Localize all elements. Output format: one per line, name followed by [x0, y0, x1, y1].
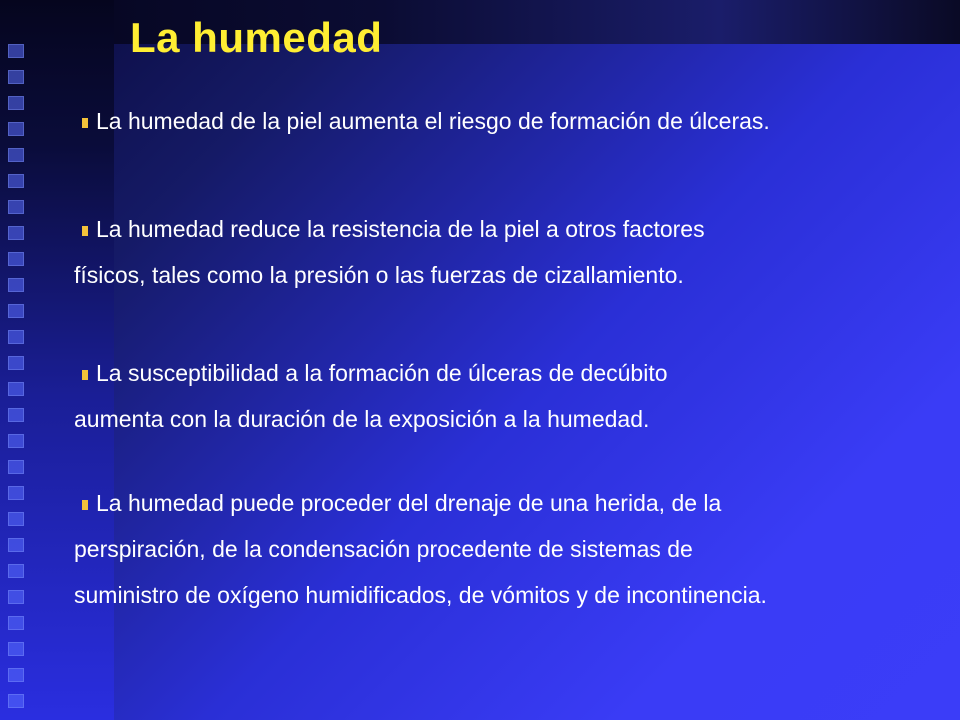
decor-square	[8, 44, 24, 58]
slide-title: La humedad	[130, 14, 383, 61]
decor-square	[8, 486, 24, 500]
bullet-text-line: La humedad puede proceder del drenaje de una herida, de la	[96, 490, 722, 516]
decor-square	[8, 96, 24, 110]
decor-square	[8, 512, 24, 526]
bullet-square-icon	[82, 370, 88, 380]
decor-square	[8, 304, 24, 318]
decor-square	[8, 330, 24, 344]
bullet-text-line: físicos, tales como la presión o las fuerzas de cizallamiento.	[74, 262, 684, 288]
decor-square	[8, 460, 24, 474]
decor-square	[8, 278, 24, 292]
bullet-text-line: aumenta con la duración de la exposición a la humedad.	[74, 406, 650, 432]
decor-square	[8, 226, 24, 240]
bullet-text-line: La susceptibilidad a la formación de úlceras de decúbito	[96, 360, 668, 386]
decor-square	[8, 70, 24, 84]
decor-square	[8, 252, 24, 266]
decor-square	[8, 564, 24, 578]
bullet-paragraph-4	[74, 480, 767, 618]
bullet-text-line: La humedad reduce la resistencia de la piel a otros factores	[96, 216, 705, 242]
decor-square	[8, 122, 24, 136]
decor-square	[8, 200, 24, 214]
bullet-paragraph-1	[74, 98, 770, 144]
decor-square	[8, 642, 24, 656]
bullet-text-line: perspiración, de la condensación procedente de sistemas de	[74, 536, 693, 562]
bullet-paragraph-3	[74, 350, 668, 442]
decor-square	[8, 356, 24, 370]
decor-square	[8, 590, 24, 604]
bullet-text-line: suministro de oxígeno humidificados, de vómitos y de incontinencia.	[74, 582, 767, 608]
bullet-square-icon	[82, 118, 88, 128]
decor-square	[8, 668, 24, 682]
decor-square	[8, 538, 24, 552]
decor-square	[8, 434, 24, 448]
decor-square	[8, 382, 24, 396]
decor-square	[8, 408, 24, 422]
decor-squares	[8, 44, 26, 720]
bullet-square-icon	[82, 500, 88, 510]
bullet-text: La humedad de la piel aumenta el riesgo de formación de úlceras.	[96, 108, 770, 134]
bullet-paragraph-2	[74, 206, 705, 298]
decor-square	[8, 174, 24, 188]
decor-square	[8, 616, 24, 630]
bullet-square-icon	[82, 226, 88, 236]
decor-square	[8, 694, 24, 708]
decor-square	[8, 148, 24, 162]
